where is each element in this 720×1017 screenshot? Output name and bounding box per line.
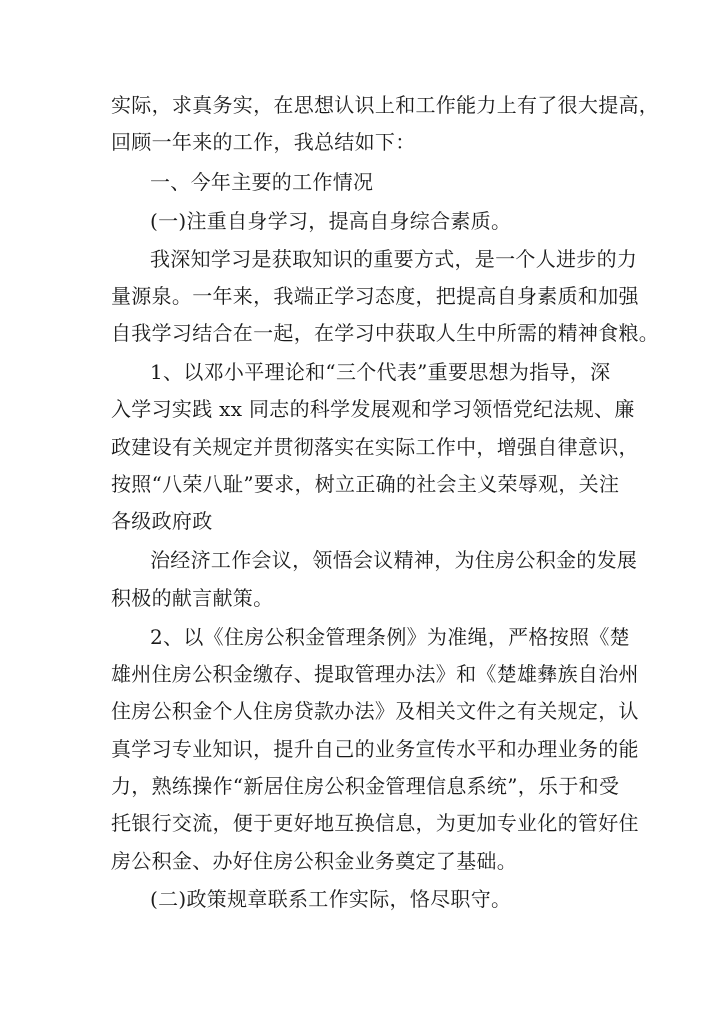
text-line: 回顾一年来的工作，我总结如下： [111, 130, 416, 154]
text-line: 各级政府政 [111, 509, 213, 533]
text-line: 住房公积金个人住房贷款办法》及相关文件之有关规定，认 [111, 699, 639, 723]
text-line: 房公积金、办好住房公积金业务奠定了基础。 [111, 849, 517, 873]
text-line: 2、以《住房公积金管理条例》为准绳，严格按照《楚 [150, 625, 630, 649]
text-line: 托银行交流，便于更好地互换信息，为更加专业化的管好住 [111, 811, 639, 835]
subsection-heading: (一)注重自身学习，提高自身综合素质。 [150, 209, 512, 233]
text-line: 雄州住房公积金缴存、提取管理办法》和《楚雄彝族自治州 [111, 662, 639, 686]
text-line: 政建设有关规定并贯彻落实在实际工作中，增强自律意识， [111, 435, 639, 459]
text-line: 治经济工作会议，领悟会议精神，为住房公积金的发展 [150, 548, 638, 572]
text-line: 实际，求真务实，在思想认识上和工作能力上有了很大提高， [111, 93, 660, 117]
text-line: 按照“八荣八耻”要求，树立正确的社会主义荣辱观，关注 [111, 472, 620, 496]
text-line: 积极的献言献策。 [111, 586, 274, 610]
text-line: 自我学习结合在一起，在学习中获取人生中所需的精神食粮。 [111, 321, 660, 345]
text-line: 入学习实践 xx 同志的科学发展观和学习领悟党纪法规、廉 [111, 397, 635, 421]
text-line: 力，熟练操作“新居住房公积金管理信息系统”，乐于和受 [111, 774, 620, 798]
text-line: 量源泉。一年来，我端正学习态度，把提高自身素质和加强 [111, 284, 639, 308]
section-heading: 一、今年主要的工作情况 [150, 170, 374, 194]
text-line: 我深知学习是获取知识的重要方式，是一个人进步的力 [150, 247, 638, 271]
text-line: 1、以邓小平理论和“三个代表”重要思想为指导，深 [150, 360, 611, 384]
subsection-heading: (二)政策规章联系工作实际，恪尽职守。 [150, 887, 512, 911]
text-line: 真学习专业知识，提升自己的业务宣传水平和办理业务的能 [111, 737, 639, 761]
